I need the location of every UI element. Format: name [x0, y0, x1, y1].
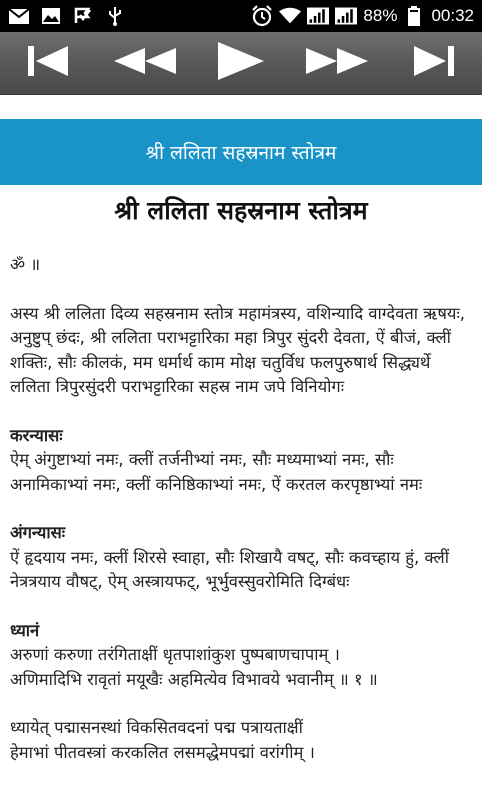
skip-previous-button[interactable]: [8, 38, 88, 88]
play-icon: [216, 41, 266, 85]
title-bar: [0, 119, 482, 185]
player-controls: [0, 32, 482, 95]
signal-2-icon: [335, 6, 357, 26]
dhyanam-title: ध्यानं: [10, 620, 40, 640]
app-title: श्री ललिता सहस्रनाम स्तोत्रम: [145, 142, 337, 164]
anganyasa-text: ऐं हृदयाय नमः, क्लीं शिरसे स्वाहा, सौः शिखायै वषट्, सौः कवच्हाय हुं, क्लीं नेत्रत्रयाय वौषट्, ऐम् अस्त्रायफट्, भूर्भुवस्सुवरोमिति दिग्बंधः: [10, 547, 449, 591]
wifi-icon: [279, 6, 301, 26]
karanyasa-text: ऐम् अंगुष्टाभ्यां नमः, क्लीं तर्जनीभ्यां नमः, सौः मध्यमाभ्यां नमः, सौः अनामिकाभ्यां नमः, क्लीं कनिष्ठिकाभ्यां नमः, ऐं करतल करपृष्ठाभ्यां नमः: [10, 450, 423, 494]
anganyasa-title: अंगन्यासः: [10, 523, 66, 542]
rewind-icon: [112, 46, 178, 80]
spacer: [0, 95, 482, 119]
image-icon: [40, 6, 62, 26]
verse-2-line-1: ध्यायेत् पद्मासनस्थां विकसितवदनां पद्म पत्रायताक्षीं: [10, 718, 303, 737]
om-line: ॐ ॥: [10, 255, 41, 274]
dhyanam-line-2: अणिमादिभि रावृतां मयूखैः अहमित्येव विभावये भवानीम् ॥ १ ॥: [10, 669, 378, 689]
karanyasa-section: [10, 424, 472, 498]
dhyanam-line-1: अरुणां करुणा तरंगिताक्षीं धृतपाशांकुश पुष्पबाणचापाम् ।: [10, 645, 340, 664]
skip-next-button[interactable]: [394, 38, 474, 88]
battery-icon: [403, 6, 425, 26]
rewind-button[interactable]: [105, 38, 185, 88]
stotram-content[interactable]: [0, 185, 482, 800]
fast-forward-icon: [304, 46, 370, 80]
verse-2: [10, 716, 472, 765]
status-bar: [0, 0, 482, 32]
karanyasa-title: करन्यासः: [10, 425, 63, 445]
dhyanam-section: [10, 619, 472, 693]
verse-2-line-2: हेमाभां पीतवस्त्रां करकलित लसमद्धेमपद्मां वरांगीम् ।: [10, 742, 315, 762]
skip-previous-icon: [26, 44, 70, 82]
play-button[interactable]: [201, 38, 281, 88]
battery-percent: 88%: [363, 6, 398, 25]
page-title: श्री ललिता सहस्रनाम स्तोत्रम: [114, 196, 368, 225]
mail-icon: [8, 6, 30, 26]
usb-icon: [104, 6, 126, 26]
status-time: 00:32: [431, 6, 474, 25]
fast-forward-button[interactable]: [297, 38, 377, 88]
check-flag-icon: [72, 6, 94, 26]
signal-1-icon: [307, 6, 329, 26]
intro-paragraph: अस्य श्री ललिता दिव्य सहस्रनाम स्तोत्र महामंत्रस्य, वशिन्यादि वाग्देवता ऋषयः, अनुष्टुप् छंदः, श्री ललिता पराभट्टारिका महा त्रिपुर सुंदरी देवता, ऐं बीजं, क्लीं शक्तिः, सौः कीलकं, मम धर्मार्थ काम मोक्ष चतुर्विध फलपुरुषार्थ सिद्ध्यर्थे ललिता त्रिपुरसुंदरी पराभट्टारिका सहस्र नाम जपे विनियोगः: [10, 303, 466, 396]
skip-next-icon: [412, 44, 456, 82]
alarm-icon: [251, 6, 273, 26]
anganyasa-section: [10, 521, 472, 595]
